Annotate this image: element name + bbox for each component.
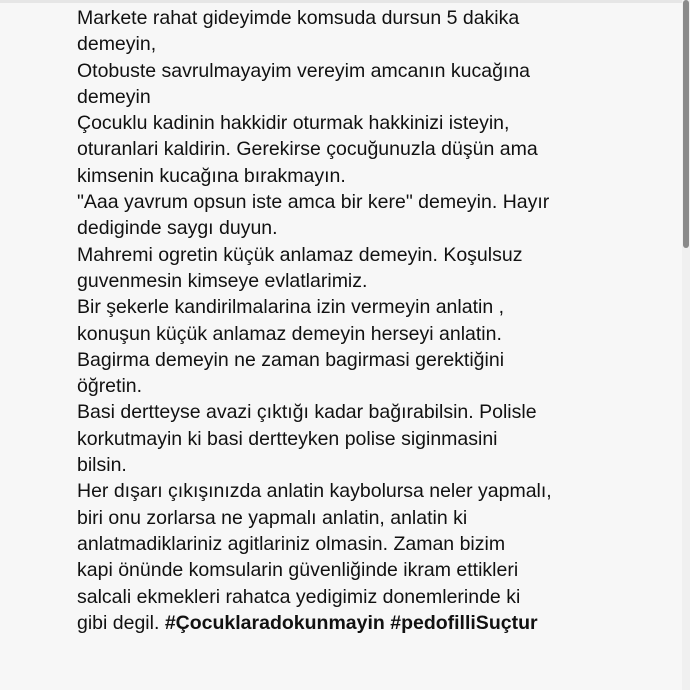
post-line: Çocuklu kadinin hakkidir oturmak hakkinizi isteyin, <box>77 112 510 135</box>
post-line: Bir şekerle kandirilmalarina izin vermeyin anlatin , <box>77 296 505 319</box>
post-line: öğretin. <box>77 375 143 398</box>
post-line: Otobuste savrulmayayim vereyim amcanın kucağına <box>77 59 531 82</box>
post-line-prefix: gibi degil. <box>77 611 165 634</box>
post-line: dediginde saygı duyun. <box>77 217 278 240</box>
post-line: demeyin <box>77 85 151 108</box>
post-line: konuşun küçük anlamaz demeyin herseyi anlatin. <box>77 322 502 345</box>
post-line: salcali ekmekleri rahatca yedigimiz donemlerinde ki <box>77 585 521 608</box>
post-line: oturanlari kaldirin. Gerekirse çocuğunuzla düşün ama <box>77 138 538 161</box>
post-line: anlatmadiklariniz agitlariniz olmasin. Zaman bizim <box>77 532 506 555</box>
post-line: kapi önünde komsularin güvenliğinde ikram ettikleri <box>77 559 519 582</box>
post-line: biri onu zorlarsa ne yapmalı anlatin, anlatin ki <box>77 506 468 529</box>
post-line: Basi dertteyse avazi çıktığı kadar bağırabilsin. Polisle <box>77 401 537 424</box>
post-line: guvenmesin kimseye evlatlarimiz. <box>77 269 368 292</box>
top-divider <box>0 0 690 3</box>
post-line: kimsenin kucağına bırakmayın. <box>77 164 346 187</box>
post-line: korkutmayin ki basi dertteyken polise siginmasini <box>77 427 498 450</box>
post-line: bilsin. <box>77 454 127 477</box>
post-line: Bagirma demeyin ne zaman bagirmasi gerektiğini <box>77 348 505 371</box>
post-line: Mahremi ogretin küçük anlamaz demeyin. Koşulsuz <box>77 243 523 266</box>
post-line: Markete rahat gideyimde komsuda dursun 5 dakika <box>77 7 520 29</box>
post-text <box>77 5 677 636</box>
post-line: Her dışarı çıkışınızda anlatin kaybolursa neler yapmalı, <box>77 480 552 503</box>
scrollbar-thumb[interactable] <box>683 0 689 248</box>
post-line: demeyin, <box>77 33 157 56</box>
post-line: "Aaa yavrum opsun iste amca bir kere" demeyin. Hayır <box>77 191 550 214</box>
hashtag-cocuklaradokunmayin[interactable]: #Çocuklaradokunmayin <box>164 611 385 634</box>
scrollbar-track[interactable] <box>682 0 690 690</box>
post-last-line <box>77 610 677 636</box>
hashtag-pedofillisuctur[interactable]: #pedofilliSuçtur <box>390 611 538 634</box>
